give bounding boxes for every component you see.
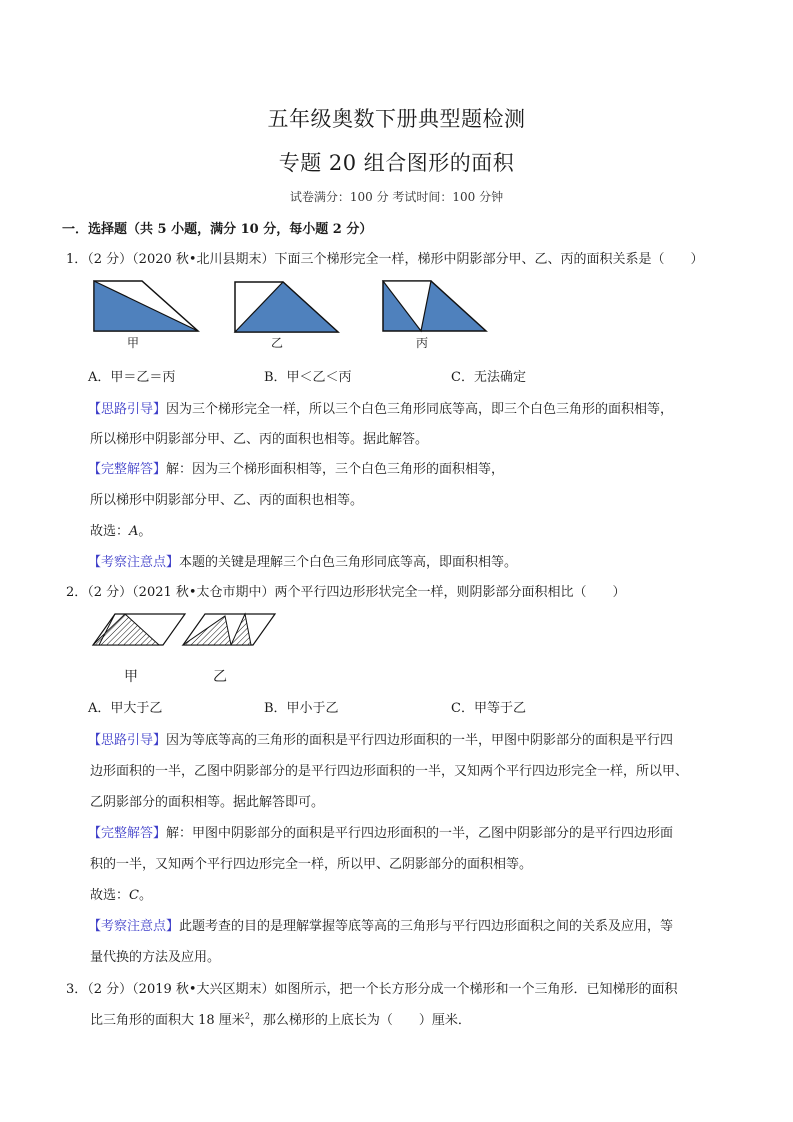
q1-choice (90, 520, 151, 539)
q1-trapezoid-jia-figure (94, 281, 204, 333)
q2-parallelogram-jia-figure (93, 613, 188, 648)
q2-label-yi: 乙 (213, 669, 227, 685)
q2-answer-line-2: 积的一半，又知两个平行四边形完全一样，所以甲、乙阴影部分的面积相等。 (90, 857, 533, 872)
question-2-stem: 2．（2 分）（2021 秋•太仓市期中）两个平行四边形形状完全一样，则阴影部分面积相比（ ） (66, 585, 626, 600)
q1-trapezoid-bing-figure (383, 281, 493, 333)
q2-note-line-2: 量代换的方法及应用。 (90, 950, 221, 965)
q2-answer-tag: 【完整解答】 (88, 826, 167, 841)
q2-choice-prefix: 故选： (90, 888, 130, 903)
q3-stem-part-a: 比三角形的面积大 18 厘米 (90, 1013, 245, 1028)
q1-choice-prefix: 故选： (90, 524, 130, 539)
q1-note-line-1: 本题的关键是理解三个白色三角形同底等高，即面积相等。 (179, 555, 518, 570)
exam-meta: 试卷满分：100 分 考试时间：100 分钟 (289, 190, 504, 204)
q1-choice-value: A (129, 524, 139, 539)
q1-note (88, 551, 517, 570)
q1-hint-tag: 【思路引导】 (88, 402, 167, 417)
q1-note-tag: 【考察注意点】 (88, 555, 180, 570)
q1-trapezoid-yi-figure (235, 282, 345, 334)
q1-label-bing: 丙 (416, 336, 429, 350)
q1-option-a[interactable]: A．甲＝乙＝丙 (88, 370, 176, 385)
q3-stem-superscript: 2 (244, 1011, 250, 1021)
q2-hint-line-1: 因为等底等高的三角形的面积是平行四边形面积的一半，甲图中阴影部分的面积是平行四 (166, 733, 674, 748)
q1-label-jia: 甲 (127, 336, 140, 350)
q1-label-yi: 乙 (271, 336, 284, 350)
q1-hint-line-2: 所以梯形中阴影部分甲、乙、丙的面积也相等。据此解答。 (90, 432, 429, 447)
q2-parallelogram-yi-figure (183, 613, 278, 648)
q2-option-a[interactable]: A．甲大于乙 (88, 701, 163, 716)
q2-option-c[interactable]: C．甲等于乙 (451, 701, 526, 716)
q2-choice-value: C (129, 888, 139, 903)
q1-answer-tag: 【完整解答】 (88, 462, 167, 477)
q2-option-b[interactable]: B．甲小于乙 (264, 701, 339, 716)
q1-option-b[interactable]: B．甲＜乙＜丙 (264, 370, 352, 385)
q1-option-c[interactable]: C．无法确定 (451, 370, 526, 385)
document-subtitle: 专题 20 组合图形的面积 (278, 151, 515, 175)
q1-hint (88, 398, 673, 417)
q2-hint-line-3: 乙阴影部分的面积相等。据此解答即可。 (90, 795, 325, 810)
q1-answer-line-1: 解：因为三个梯形面积相等，三个白色三角形的面积相等， (166, 462, 505, 477)
question-3-stem-line-1: 3．（2 分）（2019 秋•大兴区期末）如图所示，把一个长方形分成一个梯形和一个三角形．已知梯形的面积 (66, 982, 678, 997)
section-heading: 一．选择题（共 5 小题，满分 10 分，每小题 2 分） (62, 222, 373, 237)
q2-label-jia: 甲 (124, 669, 138, 685)
q2-answer-line-1: 解：甲图中阴影部分的面积是平行四边形面积的一半，乙图中阴影部分的是平行四边形面 (166, 826, 674, 841)
q2-note-line-1: 此题考查的目的是理解掌握等底等高的三角形与平行四边形面积之间的关系及应用，等 (179, 919, 674, 934)
q2-note (88, 915, 673, 934)
q3-stem-part-b: ，那么梯形的上底长为（ ）厘米． (249, 1013, 471, 1028)
document-title: 五年级奥数下册典型题检测 (267, 107, 526, 131)
q1-answer (88, 458, 504, 477)
q2-choice (90, 884, 152, 903)
q1-hint-line-1: 因为三个梯形完全一样，所以三个白色三角形同底等高，即三个白色三角形的面积相等， (166, 402, 674, 417)
q2-answer (88, 822, 673, 841)
q2-hint-line-2: 边形面积的一半，乙图中阴影部分的是平行四边形面积的一半，又知两个平行四边形完全一样，所以甲、 (90, 764, 689, 779)
q2-choice-suffix: 。 (138, 888, 152, 903)
q1-answer-line-2: 所以梯形中阴影部分甲、乙、丙的面积也相等。 (90, 493, 364, 508)
question-3-stem-line-2 (90, 1009, 471, 1028)
q2-hint-tag: 【思路引导】 (88, 733, 167, 748)
q1-choice-suffix: 。 (138, 524, 152, 539)
q2-note-tag: 【考察注意点】 (88, 919, 180, 934)
question-1-stem: 1．（2 分）（2020 秋•北川县期末）下面三个梯形完全一样，梯形中阴影部分甲、乙、丙的面积关系是（ ） (66, 252, 704, 267)
q2-hint (88, 729, 673, 748)
